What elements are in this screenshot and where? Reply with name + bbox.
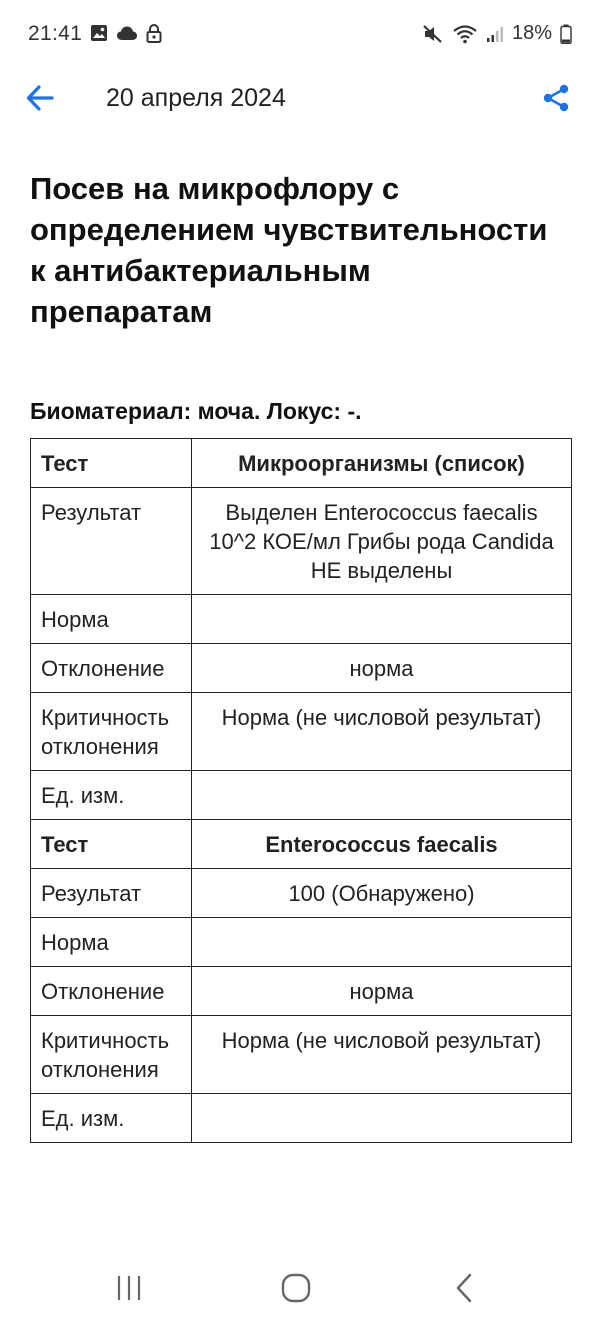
row-value xyxy=(192,1094,572,1143)
row-label: Результат xyxy=(31,488,192,595)
row-label: Норма xyxy=(31,595,192,644)
table-row xyxy=(31,488,572,595)
row-value: норма xyxy=(192,967,572,1016)
nav-back-icon xyxy=(450,1272,480,1309)
row-label: Ед. изм. xyxy=(31,1094,192,1143)
row-value: норма xyxy=(192,644,572,693)
status-notification-icons xyxy=(90,23,162,43)
row-value xyxy=(192,771,572,820)
row-label: Отклонение xyxy=(31,967,192,1016)
row-label: Норма xyxy=(31,918,192,967)
row-value: Выделен Enterococcus faecalis 10^2 КОЕ/мл Грибы рода Candida НЕ выделены xyxy=(192,488,572,595)
content-area[interactable] xyxy=(0,132,600,1248)
row-label: Критичность отклонения xyxy=(31,693,192,771)
signal-icon xyxy=(486,25,504,43)
results-table-body xyxy=(31,439,572,1143)
arrow-back-icon xyxy=(24,82,56,119)
row-value: Enterococcus faecalis xyxy=(192,820,572,869)
table-row xyxy=(31,1016,572,1094)
lock-icon xyxy=(146,23,162,43)
table-row xyxy=(31,967,572,1016)
cloud-icon xyxy=(116,25,138,41)
recents-button[interactable] xyxy=(99,1268,159,1312)
row-value xyxy=(192,595,572,644)
table-row xyxy=(31,595,572,644)
table-row xyxy=(31,771,572,820)
row-label: Тест xyxy=(31,439,192,488)
share-icon xyxy=(541,83,571,118)
row-label: Критичность отклонения xyxy=(31,1016,192,1094)
mute-icon xyxy=(422,24,444,44)
system-nav-bar xyxy=(0,1248,600,1332)
app-bar xyxy=(0,68,600,132)
home-button[interactable] xyxy=(266,1268,326,1312)
status-system-icons xyxy=(422,22,572,45)
table-row xyxy=(31,693,572,771)
back-button[interactable] xyxy=(20,80,60,120)
nav-back-button[interactable] xyxy=(435,1268,495,1312)
share-button[interactable] xyxy=(536,80,576,120)
row-value: Микроорганизмы (список) xyxy=(192,439,572,488)
table-row xyxy=(31,918,572,967)
wifi-icon xyxy=(452,24,478,44)
recents-icon xyxy=(114,1273,144,1308)
table-row xyxy=(31,869,572,918)
row-value: Норма (не числовой результат) xyxy=(192,693,572,771)
row-label: Отклонение xyxy=(31,644,192,693)
row-label: Результат xyxy=(31,869,192,918)
gallery-icon xyxy=(90,24,108,42)
biomaterial-info: Биоматериал: моча. Локус: -. xyxy=(30,398,362,424)
row-label: Тест xyxy=(31,820,192,869)
row-value xyxy=(192,918,572,967)
app-bar-title: 20 апреля 2024 xyxy=(106,84,286,112)
results-table xyxy=(30,438,572,1143)
table-row xyxy=(31,1094,572,1143)
row-label: Ед. изм. xyxy=(31,771,192,820)
status-bar xyxy=(0,0,600,68)
row-value: 100 (Обнаружено) xyxy=(192,869,572,918)
row-value: Норма (не числовой результат) xyxy=(192,1016,572,1094)
battery-icon xyxy=(560,24,572,44)
table-header-row xyxy=(31,820,572,869)
page-title: Посев на микрофлору с определением чувствительности к антибактериальным препаратам xyxy=(30,171,548,329)
table-header-row xyxy=(31,439,572,488)
table-row xyxy=(31,644,572,693)
battery-level: 18% xyxy=(511,22,552,44)
home-icon xyxy=(280,1272,312,1309)
status-time: 21:41 xyxy=(28,22,83,45)
